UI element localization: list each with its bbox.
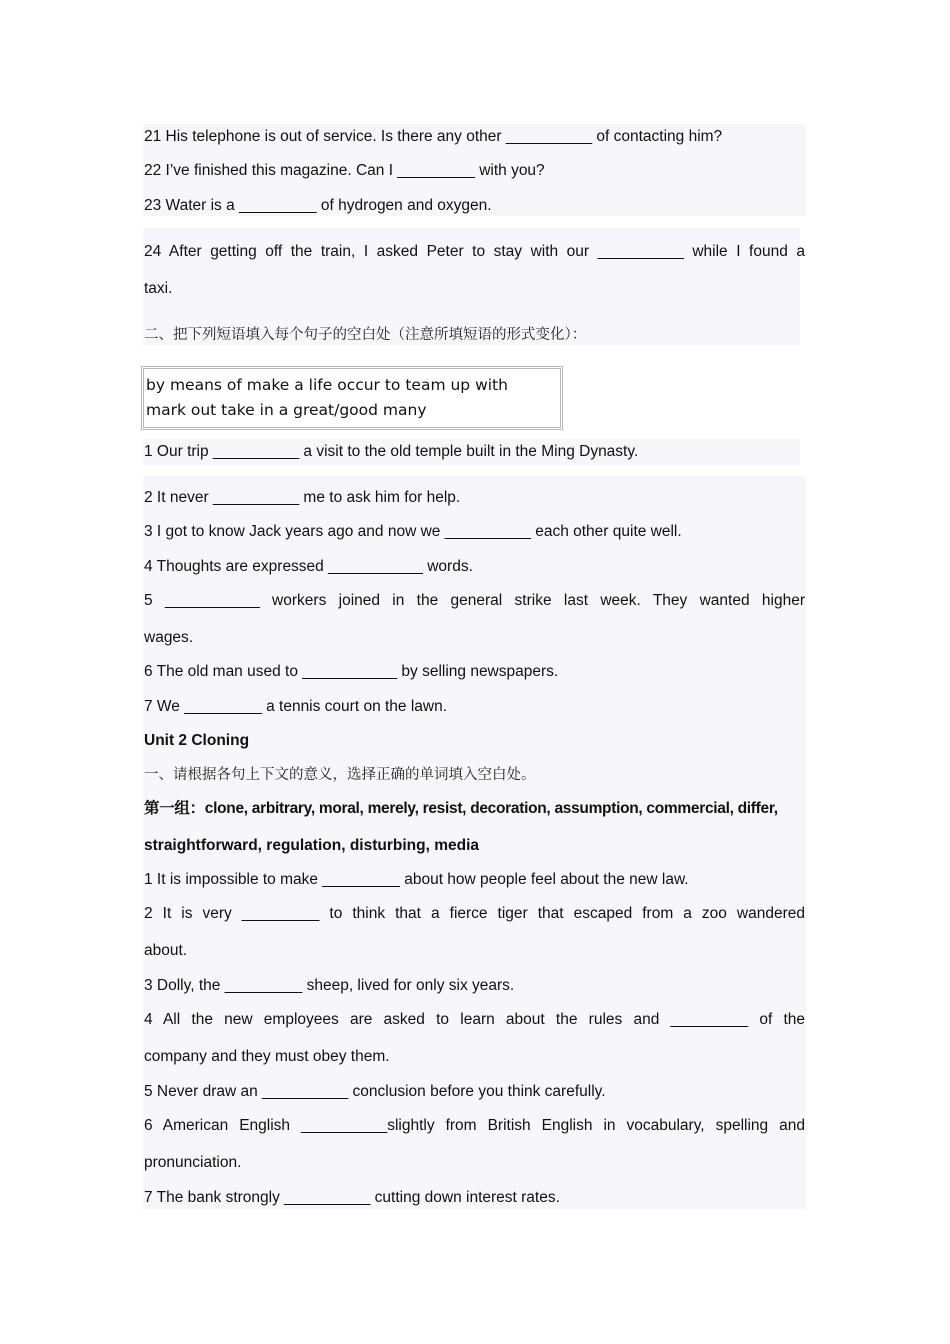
word-group-1-continued: straightforward, regulation, disturbing, media bbox=[144, 837, 479, 854]
question-22: 22 I’ve finished this magazine. Can I _________ with you? bbox=[144, 162, 545, 179]
phrase-question-2: 2 It never __________ me to ask him for help. bbox=[144, 489, 461, 506]
cloning-question-6: 6 American English __________slightly from British English in vocabulary, spelling and bbox=[144, 1117, 805, 1134]
cloning-question-1: 1 It is impossible to make _________ about how people feel about the new law. bbox=[144, 871, 689, 888]
phrase-question-5: 5 ___________ workers joined in the general strike last week. They wanted higher bbox=[144, 592, 805, 609]
question-24: 24 After getting off the train, I asked Peter to stay with our __________ while I found a bbox=[144, 243, 805, 260]
phrase-box-line-1: by means of make a life occur to team up with bbox=[146, 376, 508, 394]
section-2-heading: 二、把下列短语填入每个句子的空白处（注意所填短语的形式变化）： bbox=[144, 327, 587, 343]
phrase-question-6: 6 The old man used to ___________ by selling newspapers. bbox=[144, 663, 559, 680]
cloning-question-4-continued: company and they must obey them. bbox=[144, 1048, 390, 1065]
phrase-question-3: 3 I got to know Jack years ago and now we __________ each other quite well. bbox=[144, 523, 682, 540]
cloning-question-7: 7 The bank strongly __________ cutting down interest rates. bbox=[144, 1189, 560, 1206]
question-24-continued: taxi. bbox=[144, 280, 173, 297]
phrase-question-1: 1 Our trip __________ a visit to the old temple built in the Ming Dynasty. bbox=[144, 443, 639, 460]
phrase-question-4: 4 Thoughts are expressed ___________ words. bbox=[144, 558, 473, 575]
phrase-box bbox=[141, 366, 563, 430]
word-group-1: 第一组：clone, arbitrary, moral, merely, resist, decoration, assumption, commercial, differ, bbox=[144, 800, 778, 817]
unit-instruction: 一、请根据各句上下文的意义，选择正确的单词填入空白处。 bbox=[144, 767, 536, 783]
question-23: 23 Water is a _________ of hydrogen and oxygen. bbox=[144, 197, 492, 214]
phrase-question-5-continued: wages. bbox=[144, 629, 194, 646]
phrase-box-line-2: mark out take in a great/good many bbox=[146, 401, 427, 419]
cloning-question-6-continued: pronunciation. bbox=[144, 1154, 242, 1171]
cloning-question-2: 2 It is very _________ to think that a fierce tiger that escaped from a zoo wandered bbox=[144, 905, 805, 922]
cloning-question-4: 4 All the new employees are asked to learn about the rules and _________ of the bbox=[144, 1011, 805, 1028]
question-21: 21 His telephone is out of service. Is there any other __________ of contacting him? bbox=[144, 128, 723, 145]
cloning-question-2-continued: about. bbox=[144, 942, 188, 959]
cloning-question-5: 5 Never draw an __________ conclusion before you think carefully. bbox=[144, 1083, 606, 1100]
unit-title: Unit 2 Cloning bbox=[144, 732, 250, 749]
phrase-question-7: 7 We _________ a tennis court on the lawn. bbox=[144, 698, 448, 715]
cloning-question-3: 3 Dolly, the _________ sheep, lived for only six years. bbox=[144, 977, 515, 994]
